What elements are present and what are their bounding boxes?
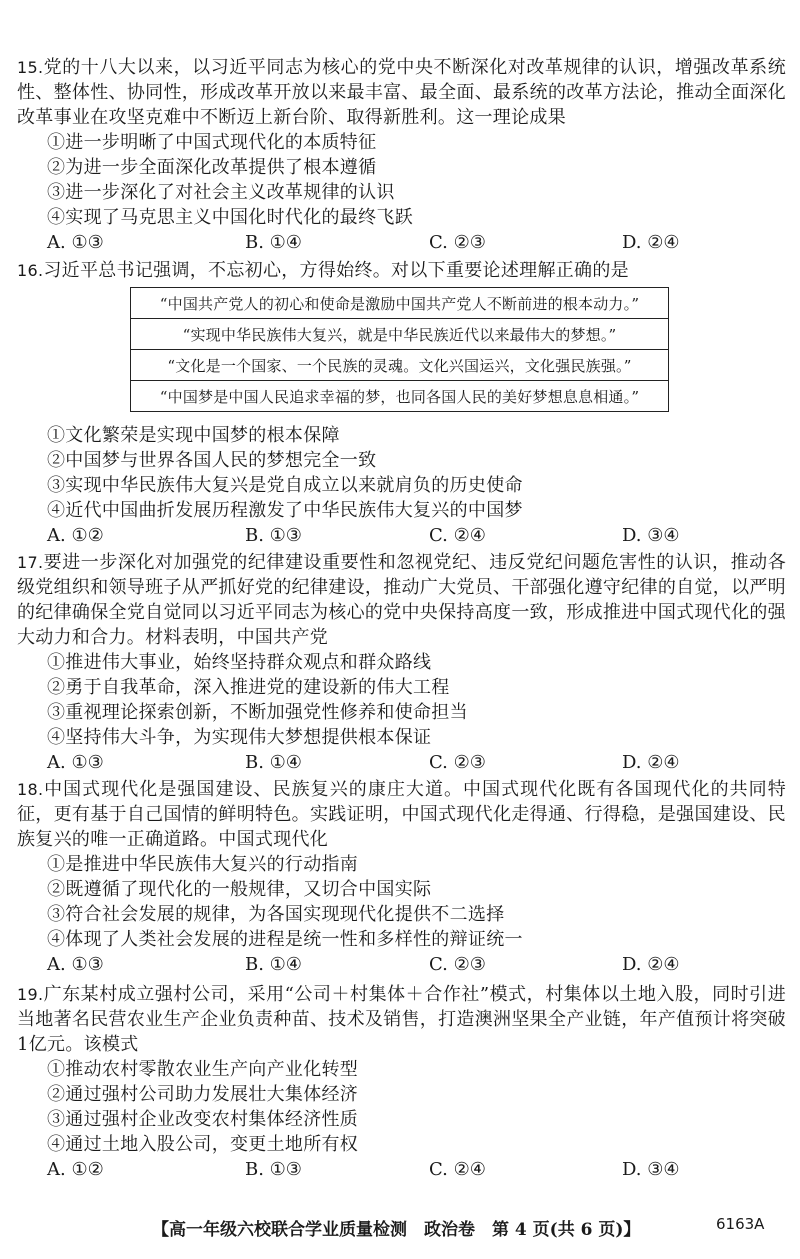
question-16 [17,258,786,283]
question-number: 19. [17,985,44,1004]
choice-d[interactable]: D. ②④ [622,752,680,773]
statement-2: ②既遵循了现代化的一般规律，又切合中国实际 [47,879,432,900]
stem-text: 广东某村成立强村公司，采用“公司＋村集体＋合作社”模式，村集体以土地入股，同时引进当地著名民营农业生产企业负责种苗、技术及销售，打造澳洲坚果全产业链，年产值预计将突破1亿元。该模式 [17,984,786,1055]
quote-cell: “实现中华民族伟大复兴，就是中华民族近代以来最伟大的梦想。” [131,319,669,350]
statement-3: ③进一步深化了对社会主义改革规律的认识 [47,182,395,203]
statement-3: ③实现中华民族伟大复兴是党自成立以来就肩负的历史使命 [47,475,523,496]
statement-2: ②通过强村公司助力发展壮大集体经济 [47,1084,359,1105]
stem-text: 党的十八大以来，以习近平同志为核心的党中央不断深化对改革规律的认识，增强改革系统性、整体性、协同性，形成改革开放以来最丰富、最全面、最系统的改革方法论，推动全面深化改革事业在攻坚克难中不断迈上新台阶、取得新胜利。这一理论成果 [17,57,786,128]
choice-a[interactable]: A. ①③ [47,954,104,975]
choice-d[interactable]: D. ③④ [622,525,680,546]
statement-1: ①是推进中华民族伟大复兴的行动指南 [47,854,359,875]
stem-text: 习近平总书记强调，不忘初心，方得始终。对以下重要论述理解正确的是 [43,260,629,281]
question-stem [17,982,786,1057]
choice-a[interactable]: A. ①② [47,525,104,546]
statement-1: ①文化繁荣是实现中国梦的根本保障 [47,425,340,446]
answer-choices [47,523,786,548]
question-15 [17,55,786,255]
question-number: 17. [17,553,44,572]
statement-3: ③通过强村企业改变农村集体经济性质 [47,1109,359,1130]
question-number: 15. [17,58,44,77]
question-stem [17,55,786,130]
statement-4: ④通过土地入股公司，变更土地所有权 [47,1134,359,1155]
statement-4: ④坚持伟大斗争，为实现伟大梦想提供根本保证 [47,727,432,748]
choice-d[interactable]: D. ②④ [622,954,680,975]
question-number: 16. [17,261,44,280]
statement-1: ①推进伟大事业，始终坚持群众观点和群众路线 [47,652,432,673]
page-footer [0,1215,800,1245]
question-stem [17,777,786,852]
statement-2: ②为进一步全面深化改革提供了根本遵循 [47,157,377,178]
choice-d[interactable]: D. ②④ [622,232,680,253]
statement-3: ③符合社会发展的规律，为各国实现现代化提供不二选择 [47,904,505,925]
answer-choices [47,952,786,977]
choice-c[interactable]: C. ②③ [429,954,486,975]
question-18 [17,777,786,977]
choice-a[interactable]: A. ①③ [47,752,104,773]
quote-cell: “中国梦是中国人民追求幸福的梦，也同各国人民的美好梦想息息相通。” [131,381,669,412]
choice-b[interactable]: B. ①③ [245,1159,302,1180]
answer-choices [47,1157,786,1182]
stem-text: 中国式现代化是强国建设、民族复兴的康庄大道。中国式现代化既有各国现代化的共同特征，更有基于自己国情的鲜明特色。实践证明，中国式现代化走得通、行得稳，是强国建设、民族复兴的唯一正确道路。中国式现代化 [17,779,786,850]
quote-table [130,287,669,412]
choice-b[interactable]: B. ①④ [245,954,302,975]
statement-4: ④近代中国曲折发展历程激发了中华民族伟大复兴的中国梦 [47,500,523,521]
statement-1: ①进一步明晰了中国式现代化的本质特征 [47,132,377,153]
choice-a[interactable]: A. ①② [47,1159,104,1180]
statement-4: ④实现了马克思主义中国化时代化的最终飞跃 [47,207,413,228]
statement-2: ②中国梦与世界各国人民的梦想完全一致 [47,450,377,471]
statement-1: ①推动农村零散农业生产向产业化转型 [47,1059,359,1080]
statement-4: ④体现了人类社会发展的进程是统一性和多样性的辩证统一 [47,929,523,950]
choice-d[interactable]: D. ③④ [622,1159,680,1180]
question-16-options [17,423,786,548]
statement-2: ②勇于自我革命，深入推进党的建设新的伟大工程 [47,677,450,698]
choice-c[interactable]: C. ②③ [429,752,486,773]
statement-3: ③重视理论探索创新，不断加强党性修养和使命担当 [47,702,468,723]
choice-c[interactable]: C. ②③ [429,232,486,253]
question-stem [17,550,786,650]
answer-choices [47,750,786,775]
quote-cell: “中国共产党人的初心和使命是激励中国共产党人不断前进的根本动力。” [131,288,669,319]
question-stem [17,258,786,283]
paper-code: 6163A [716,1215,765,1233]
footer-title: 【高一年级六校联合学业质量检测 政治卷 第 4 页(共 6 页)】 [152,1220,641,1240]
choice-b[interactable]: B. ①④ [245,752,302,773]
question-19 [17,982,786,1182]
choice-c[interactable]: C. ②④ [429,1159,486,1180]
choice-a[interactable]: A. ①③ [47,232,104,253]
quote-cell: “文化是一个国家、一个民族的灵魂。文化兴国运兴，文化强民族强。” [131,350,669,381]
question-17 [17,550,786,775]
choice-b[interactable]: B. ①④ [245,232,302,253]
question-number: 18. [17,780,44,799]
answer-choices [47,230,786,255]
choice-b[interactable]: B. ①③ [245,525,302,546]
stem-text: 要进一步深化对加强党的纪律建设重要性和忽视党纪、违反党纪问题危害性的认识，推动各级党组织和领导班子从严抓好党的纪律建设，推动广大党员、干部强化遵守纪律的自觉，以严明的纪律确保全党自觉同以习近平同志为核心的党中央保持高度一致，形成推进中国式现代化的强大动力和合力。材料表明，中国共产党 [17,552,786,648]
choice-c[interactable]: C. ②④ [429,525,486,546]
